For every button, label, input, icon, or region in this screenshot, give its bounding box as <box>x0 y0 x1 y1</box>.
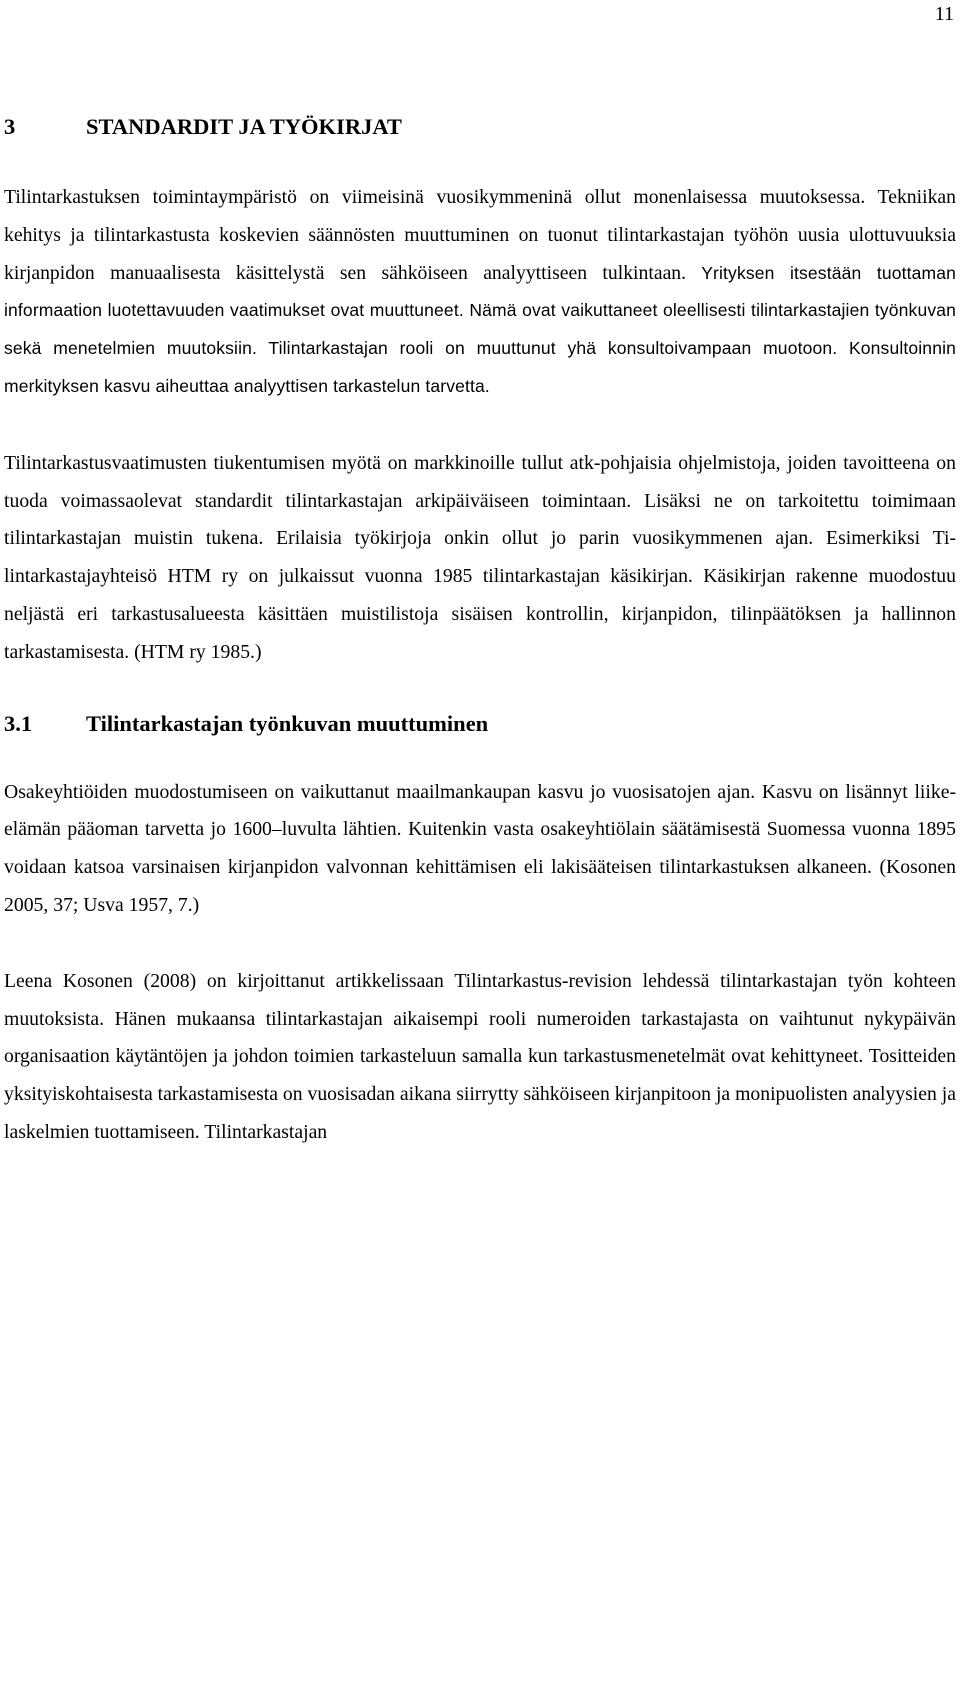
subsection-title: Tilintarkastajan työnkuvan muuttuminen <box>86 710 489 736</box>
paragraph-4: Leena Kosonen (2008) on kirjoittanut artikkelissaan Tilintarkastus-revision lehdessä tilintarkastajan työn kohteen muutoksista. Hänen mukaansa tilintarkastajan aikaisempi rooli numeroiden tarkastajasta on vaihtunut nykypäivän organisaation käytäntöjen ja johdon toimien tarkasteluun samalla kun tarkastusmenetelmät ovat kehittyneet. Tositteiden yksityiskohtaisesta tarkastamisesta on vuosisadan aikana siirrytty sähköiseen kirjanpitoon ja monipuolisten analyysien ja laskelmien tuottamiseen. Tilintarkastajan <box>4 969 956 1143</box>
section-title: STANDARDIT JA TYÖKIRJAT <box>86 114 402 139</box>
section-heading <box>4 113 956 141</box>
paragraph-1 <box>4 179 956 406</box>
page-number: 11 <box>934 3 954 25</box>
paragraph-3: Osakeyhtiöiden muodostumiseen on vaikuttanut maailmankaupan kasvu jo vuosisatojen ajan. Kasvu on lisännyt liike-elämän pääoman tarvetta jo 1600–luvulta lähtien. Kuitenkin vasta osakeyhtiölain säätämisestä Suomessa vuonna 1895 voidaan katsoa varsinaisen kirjanpidon valvonnan kehittämisen eli lakisääteisen tilintarkastuksen alkaneen. (Kosonen 2005, 37; Usva 1957, 7.) <box>4 780 956 916</box>
paragraph-2: Tilintarkastusvaatimusten tiukentumisen myötä on markkinoille tullut atk-pohjaisia ohjelmistoja, joiden tavoitteena on tuoda voimassaolevat standardit tilintarkastajan arkipäiväiseen toimintaan. Lisäksi ne on tarkoitettu toimimaan tilintarkastajan muistin tukena. Erilaisia työkirjoja onkin ollut jo parin vuosikymmenen ajan. Esimerkiksi Tilintarkastajayhteisö HTM ry on julkaissut vuonna 1985 tilintarkastajan käsikirjan. Käsikirjan rakenne muodostuu neljästä eri tarkastusalueesta käsittäen muistilistoja sisäisen kontrollin, kirjanpidon, tilinpäätöksen ja hallinnon tarkastamisesta. (HTM ry 1985.) <box>4 451 956 663</box>
page-content <box>4 113 956 1152</box>
paragraph-1-serif-part: Tilintarkastuksen toimintaympäristö on viimeisinä vuosikymmeninä ollut monenlaisessa muutoksessa. Tekniikan kehitys ja tilintarkastusta koskevien säännösten muuttuminen on tuonut tilintarkastajan työhön uusia ulottuvuuksia kirjanpidon manuaalisesta käsittelystä sen sähköiseen analyyttiseen tulkintaan. <box>4 186 956 284</box>
paragraph-1-sans-part: Yrityksen itsestään tuottaman informaation luotettavuuden vaatimukset ovat muuttuneet. Nämä ovat vaikuttaneet oleellisesti tilintarkastajien työnkuvan sekä menetelmien muutoksiin. Tilintarkastajan rooli on muuttunut yhä konsultoivampaan muotoon. Konsultoinnin merkityksen kasvu aiheuttaa analyyttisen tarkastelun tarvetta. <box>4 262 956 396</box>
subsection-number: 3.1 <box>4 710 33 736</box>
section-number: 3 <box>4 114 16 139</box>
subsection-heading <box>4 710 956 738</box>
